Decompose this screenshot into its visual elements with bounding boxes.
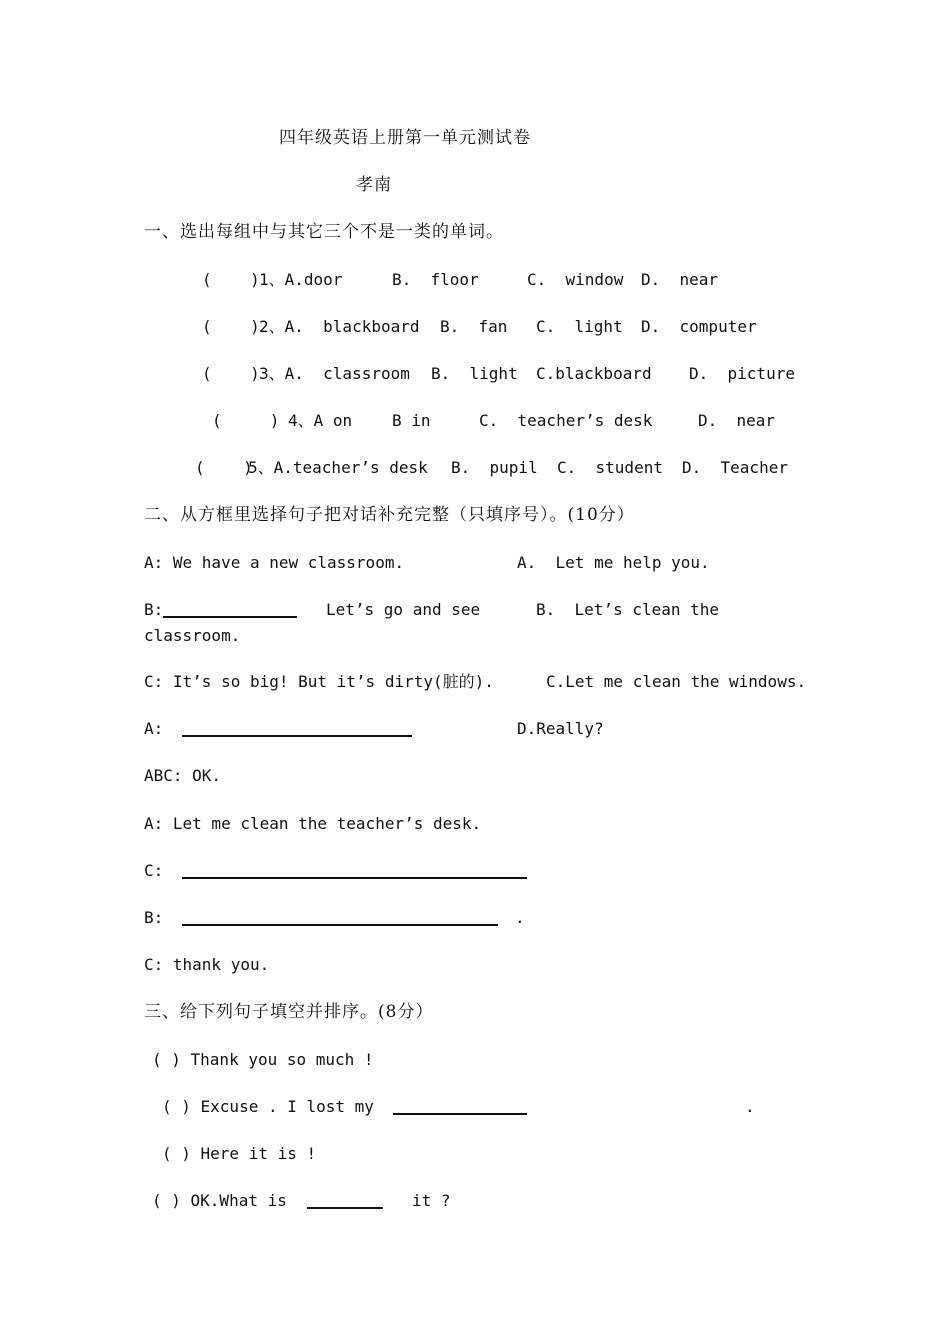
choice-option-a: A. Let me help you. [517, 553, 710, 572]
sentence-period: . [515, 908, 525, 927]
answer-blank[interactable] [182, 924, 498, 926]
answer-blank[interactable] [182, 735, 412, 737]
dialogue-line: C: thank you. [144, 955, 270, 974]
option-d: D. picture [689, 364, 795, 383]
dialogue-line: A: We have a new classroom. [144, 553, 405, 572]
dialogue-line: A: Let me clean the teacher’s desk. [144, 814, 482, 833]
choice-option-b-continued: classroom. [144, 626, 241, 645]
option-a: 2、A. blackboard [259, 317, 420, 336]
option-c: C. student [557, 458, 663, 477]
option-d: D. Teacher [682, 458, 788, 477]
order-sentence: ( ) Excuse . I lost my [162, 1097, 374, 1116]
answer-paren[interactable]: ( ) [202, 364, 260, 383]
dialogue-speaker: C: [144, 861, 164, 880]
option-b: B. floor [392, 270, 479, 289]
section1-heading: 一、选出每组中与其它三个不是一类的单词。 [144, 222, 504, 242]
option-d: D. near [641, 270, 719, 289]
answer-paren[interactable]: ( ) [195, 458, 253, 477]
order-sentence: ( ) Here it is ! [162, 1144, 317, 1163]
sentence-end: it ? [412, 1191, 451, 1210]
option-d: D. near [698, 411, 776, 430]
option-a: 3、A. classroom [259, 364, 410, 383]
choice-option-c: C.Let me clean the windows. [546, 672, 807, 691]
option-b: B. pupil [451, 458, 538, 477]
dialogue-speaker: B: [144, 908, 164, 927]
option-c: C. window [527, 270, 624, 289]
choice-option-b: B. Let’s clean the [536, 600, 720, 619]
sentence-period: . [745, 1097, 755, 1116]
option-c: C.blackboard [536, 364, 652, 383]
answer-paren[interactable]: ( ) [202, 270, 260, 289]
section3-heading: 三、给下列句子填空并排序。(8分） [144, 1002, 434, 1022]
answer-blank[interactable] [393, 1113, 527, 1115]
dialogue-line: Let’s go and see [326, 600, 481, 619]
answer-blank[interactable] [163, 616, 297, 618]
dialogue-speaker: A: [144, 719, 164, 738]
page-title: 四年级英语上册第一单元测试卷 [279, 128, 531, 148]
option-b: B in [392, 411, 431, 430]
answer-paren[interactable]: ( ) [202, 317, 260, 336]
dialogue-line: ABC: OK. [144, 766, 222, 785]
option-c: C. light [536, 317, 623, 336]
choice-option-d: D.Really? [517, 719, 604, 738]
dialogue-speaker: B: [144, 600, 164, 619]
option-b: B. light [431, 364, 518, 383]
option-d: D. computer [641, 317, 757, 336]
order-sentence: ( ) Thank you so much ! [152, 1050, 374, 1069]
order-sentence: ( ) OK.What is [152, 1191, 287, 1210]
option-a: 1、A.door [259, 270, 343, 289]
option-c: C. teacher’s desk [479, 411, 653, 430]
section2-heading: 二、从方框里选择句子把对话补充完整（只填序号）。(10分） [144, 505, 635, 525]
dialogue-line: C: It’s so big! But it’s dirty(脏的). [144, 672, 494, 691]
option-b: B. fan [440, 317, 508, 336]
answer-blank[interactable] [307, 1207, 383, 1209]
answer-paren[interactable]: ( ) [212, 411, 280, 430]
option-a: 5、A.teacher’s desk [248, 458, 428, 477]
option-a: 4、A on [288, 411, 353, 430]
author-name: 孝南 [356, 175, 392, 195]
answer-blank[interactable] [182, 877, 527, 879]
